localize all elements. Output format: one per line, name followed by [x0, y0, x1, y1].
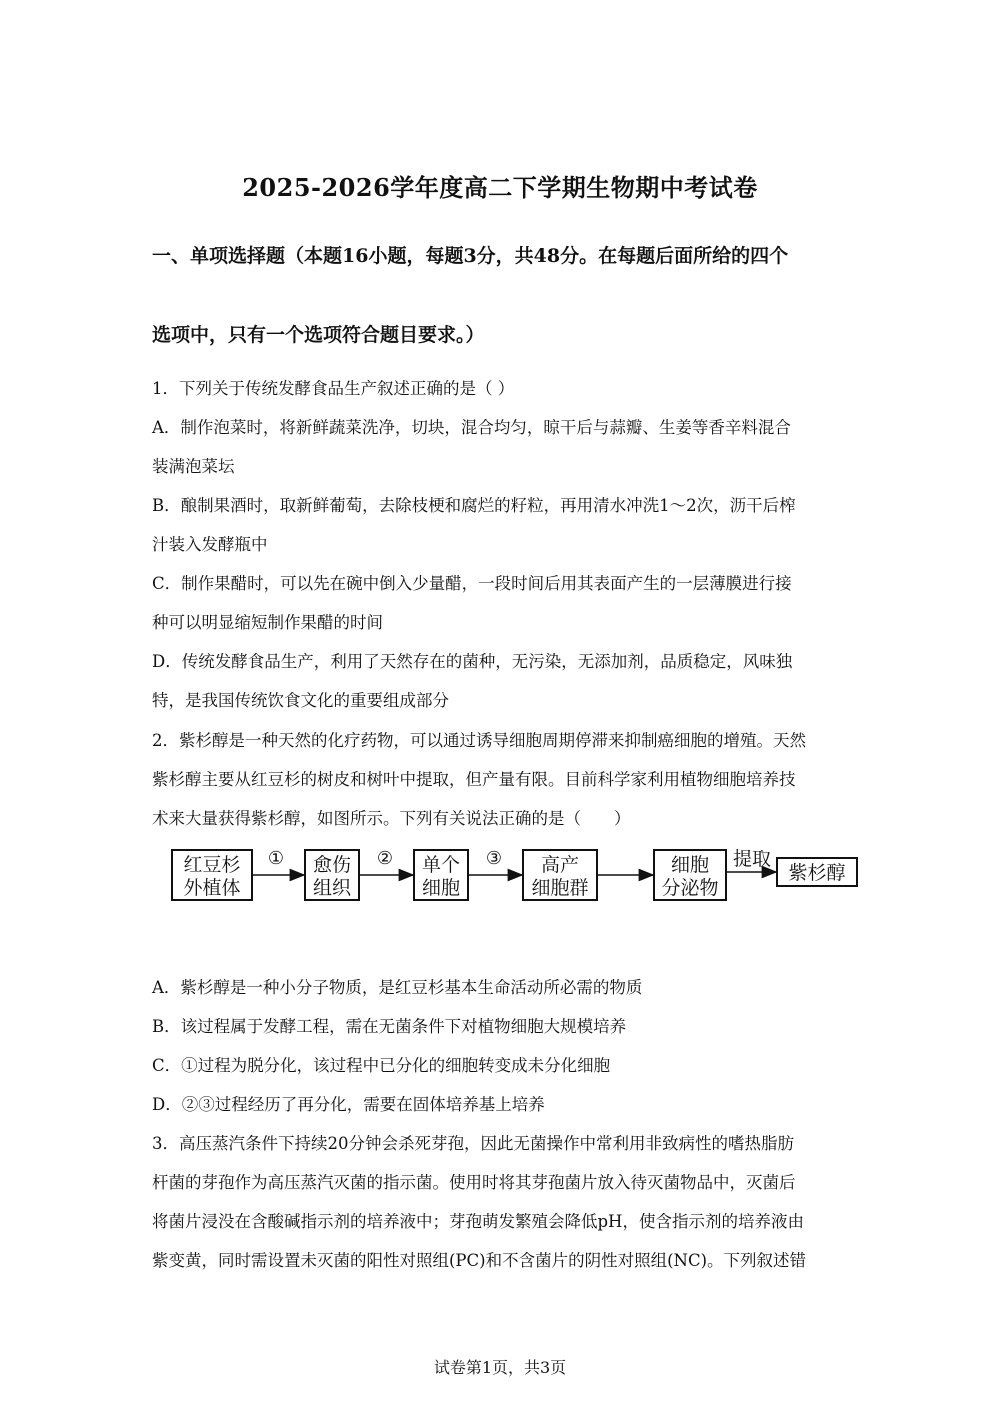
diagram-arrow-2-label: ② [376, 848, 394, 869]
question-1-option-b-cont: 汁装入发酵瓶中 [152, 535, 268, 554]
flow-diagram [168, 842, 868, 908]
question-1-stem: 1．下列关于传统发酵食品生产叙述正确的是（ ） [152, 379, 515, 398]
page-title: 2025-2026学年度高二下学期生物期中考试卷 [242, 173, 758, 202]
diagram-box-paclitaxel-label: 紫杉醇 [788, 862, 846, 884]
section-heading-line-1: 一、单项选择题（本题16小题，每题3分，共48分。在每题后面所给的四个 [152, 245, 789, 267]
diagram-arrow-3-label: ③ [485, 848, 503, 869]
page-footer: 试卷第1页，共3页 [433, 1358, 567, 1377]
question-3-stem-3: 将菌片浸没在含酸碱指示剂的培养液中；芽孢萌发繁殖会降低pH，使含指示剂的培养液由 [152, 1212, 804, 1231]
diagram-box-explant-line-2: 外植体 [183, 877, 241, 899]
diagram-box-single-cell-line-1: 单个 [421, 854, 461, 876]
diagram-box-high-yield-cells-line-1: 高产 [540, 854, 580, 876]
question-2-stem-3: 术来大量获得紫杉醇，如图所示。下列有关说法正确的是（ ） [152, 809, 631, 828]
question-2-option-a: A．紫杉醇是一种小分子物质，是红豆杉基本生命活动所必需的物质 [152, 978, 643, 997]
diagram-box-single-cell-line-2: 细胞 [421, 877, 461, 899]
question-2-stem-2: 紫杉醇主要从红豆杉的树皮和树叶中提取，但产量有限。目前科学家利用植物细胞培养技 [152, 770, 796, 789]
diagram-box-explant-line-1: 红豆杉 [183, 854, 241, 876]
diagram-box-cell-secretion-line-2: 分泌物 [661, 877, 719, 899]
question-1-option-a-cont: 装满泡菜坛 [152, 457, 235, 476]
question-2-option-b: B．该过程属于发酵工程，需在无菌条件下对植物细胞大规模培养 [152, 1017, 627, 1036]
question-1-option-b: B．酿制果酒时，取新鲜葡萄，去除枝梗和腐烂的籽粒，再用清水冲洗1～2次，沥干后榨 [152, 496, 796, 515]
question-1-option-a: A．制作泡菜时，将新鲜蔬菜洗净，切块，混合均匀，晾干后与蒜瓣、生姜等香辛料混合 [152, 418, 791, 437]
diagram-box-callus-line-2: 组织 [312, 877, 352, 899]
diagram-box-callus-line-1: 愈伤 [312, 854, 352, 876]
question-1-option-c-cont: 种可以明显缩短制作果醋的时间 [152, 613, 383, 632]
diagram-arrow-5-label: 提取 [732, 848, 772, 870]
diagram-box-cell-secretion-line-1: 细胞 [670, 854, 710, 876]
diagram-arrow-1-label: ① [267, 848, 285, 869]
section-heading-line-2: 选项中，只有一个选项符合题目要求。） [152, 324, 485, 346]
question-3-stem-1: 3．高压蒸汽条件下持续20分钟会杀死芽孢，因此无菌操作中常利用非致病性的嗜热脂肪 [152, 1134, 794, 1153]
question-3-stem-2: 杆菌的芽孢作为高压蒸汽灭菌的指示菌。使用时将其芽孢菌片放入待灭菌物品中，灭菌后 [152, 1173, 796, 1192]
question-2-option-d: D．②③过程经历了再分化，需要在固体培养基上培养 [152, 1095, 545, 1114]
diagram-box-high-yield-cells-line-2: 细胞群 [531, 877, 589, 899]
question-3-stem-4: 紫变黄，同时需设置未灭菌的阳性对照组(PC)和不含菌片的阴性对照组(NC)。下列叙述错 [152, 1251, 807, 1270]
question-1-option-d-cont: 特，是我国传统饮食文化的重要组成部分 [152, 691, 449, 710]
question-2-stem-1: 2．紫杉醇是一种天然的化疗药物，可以通过诱导细胞周期停滞来抑制癌细胞的增殖。天然 [152, 731, 806, 750]
question-2-option-c: C．①过程为脱分化，该过程中已分化的细胞转变成未分化细胞 [152, 1056, 611, 1075]
question-1-option-d: D．传统发酵食品生产，利用了天然存在的菌种，无污染，无添加剂，品质稳定，风味独 [152, 652, 793, 671]
question-1-option-c: C．制作果醋时，可以先在碗中倒入少量醋，一段时间后用其表面产生的一层薄膜进行接 [152, 574, 792, 593]
